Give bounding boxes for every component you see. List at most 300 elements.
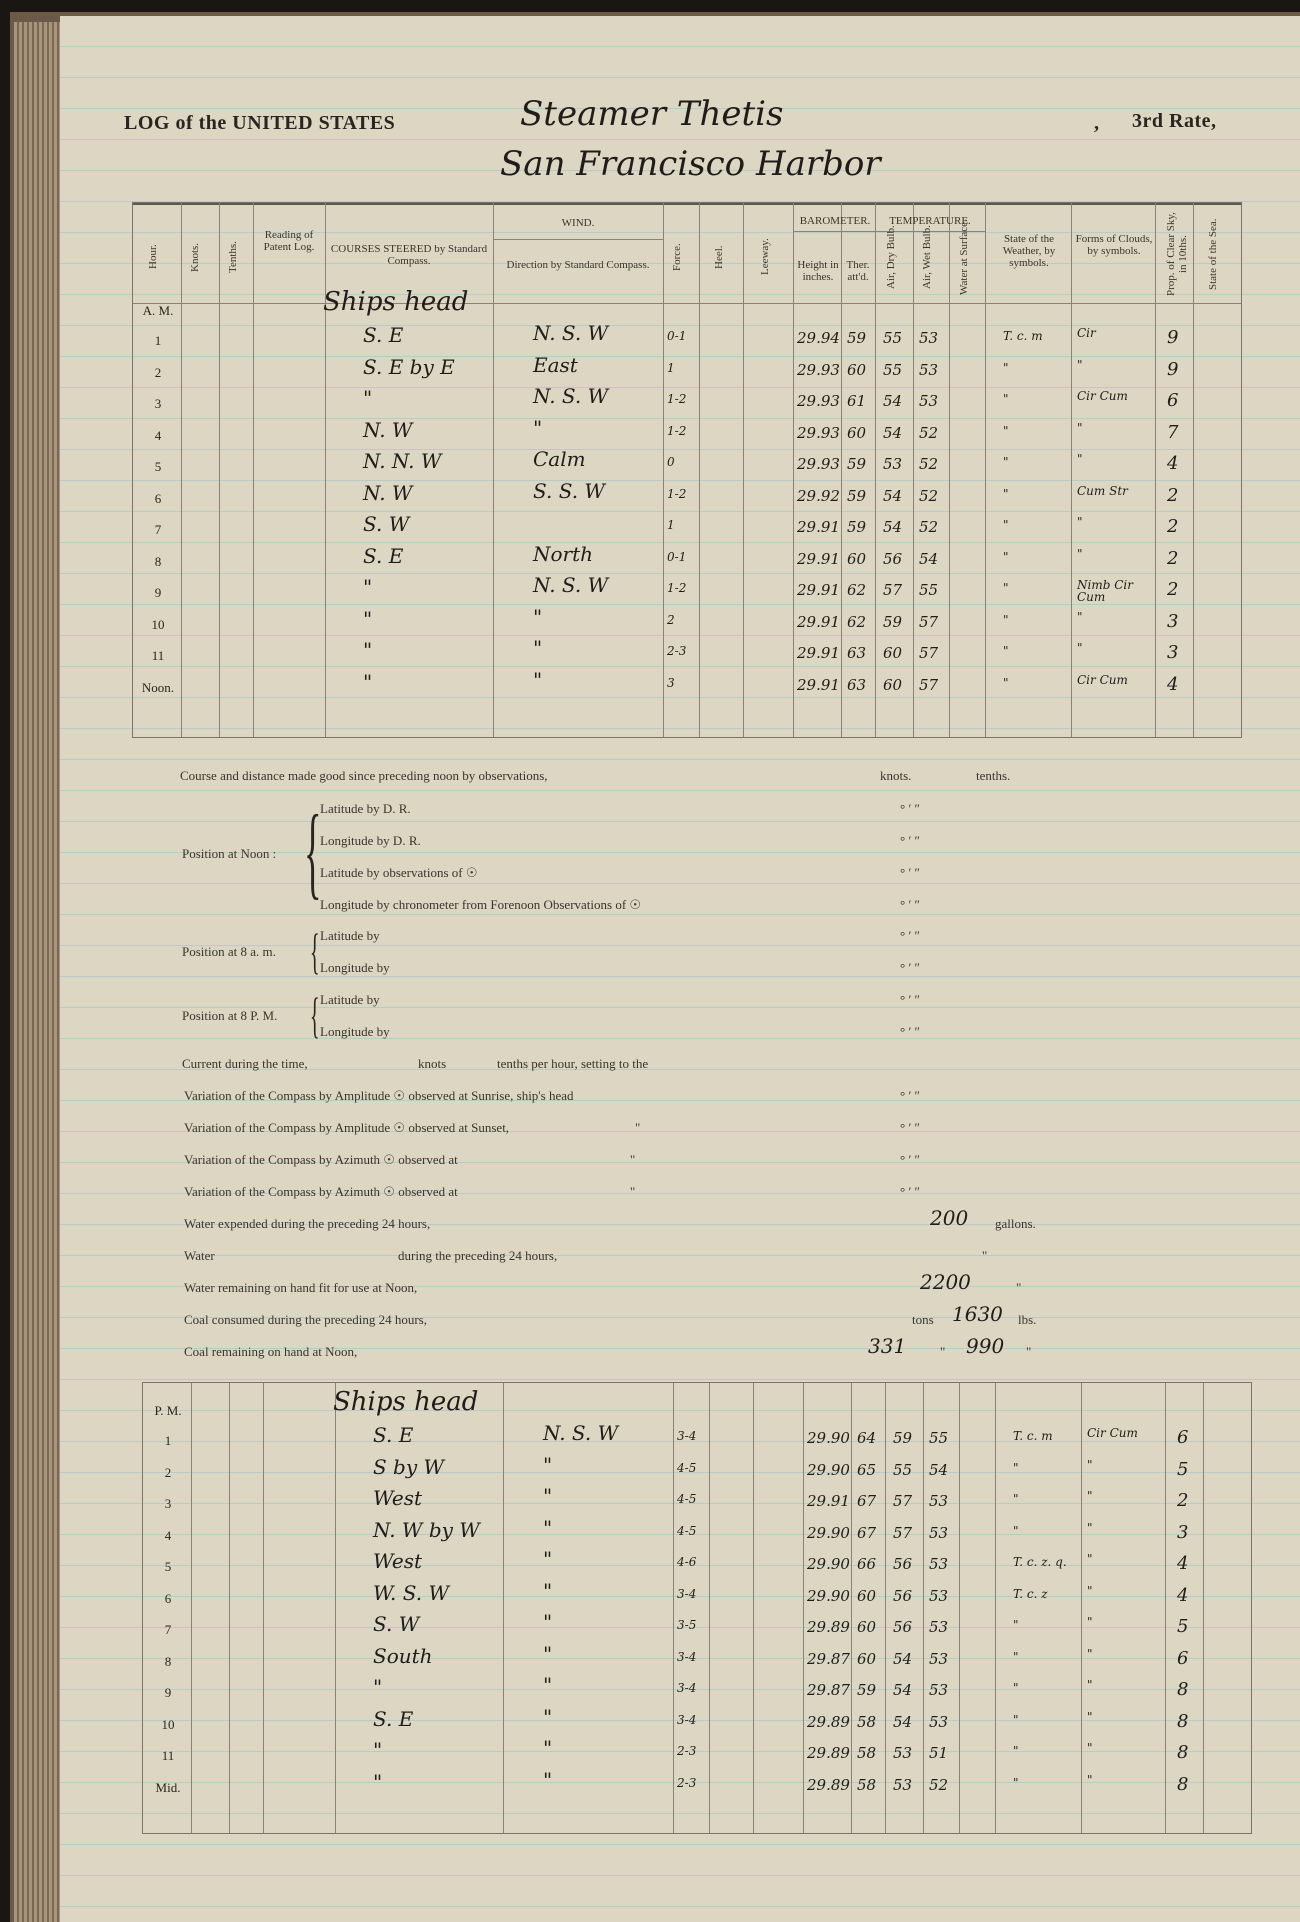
course-cell: S. E by E bbox=[363, 354, 455, 379]
clear-sky-cell: 8 bbox=[1177, 1710, 1189, 1732]
hour-cell: 3 bbox=[164, 1496, 172, 1511]
column-divider bbox=[841, 203, 842, 737]
clear-sky-cell: 3 bbox=[1167, 610, 1179, 632]
wind-cell: N. S. W bbox=[533, 321, 609, 345]
clouds-cell: " bbox=[1077, 641, 1083, 655]
wind-cell: " bbox=[543, 1515, 553, 1540]
course-cell: " bbox=[363, 606, 373, 631]
dms-marks: ° ′ ″ bbox=[900, 1152, 920, 1167]
barometer-cell: 29.90 bbox=[807, 1523, 850, 1542]
column-divider bbox=[923, 1383, 924, 1833]
sea-header: State of the Sea. bbox=[1207, 218, 1219, 290]
clouds-cell: " bbox=[1077, 515, 1083, 529]
course-cell: N. W by W bbox=[373, 1517, 480, 1542]
patent-log-header: Reading of Patent Log. bbox=[263, 229, 315, 253]
dry-bulb-cell: 56 bbox=[893, 1618, 913, 1636]
column-divider bbox=[229, 1383, 230, 1833]
column-divider bbox=[793, 203, 794, 737]
clear-sky-cell: 8 bbox=[1177, 1773, 1189, 1795]
ther-cell: 58 bbox=[857, 1775, 877, 1794]
ditto-coal: " bbox=[940, 1344, 946, 1359]
hour-cell: Mid. bbox=[155, 1779, 181, 1795]
column-divider bbox=[1165, 1383, 1166, 1833]
barometer-cell: 29.90 bbox=[807, 1555, 850, 1573]
ther-cell: 59 bbox=[847, 518, 867, 536]
dry-bulb-cell: 60 bbox=[883, 675, 903, 694]
column-divider bbox=[949, 203, 950, 737]
wind-cell: N. S. W bbox=[533, 573, 609, 597]
wind-cell: " bbox=[543, 1484, 553, 1508]
period-label: P. M. bbox=[154, 1403, 182, 1418]
wind-cell: S. S. W bbox=[533, 478, 605, 503]
clear-sky-cell: 2 bbox=[1167, 579, 1179, 600]
dry-bulb-cell: 53 bbox=[893, 1744, 913, 1762]
clouds-cell: " bbox=[1087, 1457, 1093, 1472]
hour-cell: 6 bbox=[164, 1590, 172, 1606]
ditto-water: " bbox=[982, 1248, 988, 1263]
brace-8pm: { bbox=[310, 987, 320, 1043]
ther-cell: 59 bbox=[847, 455, 867, 473]
clouds-cell: Cir bbox=[1077, 326, 1096, 340]
hour-cell: 5 bbox=[154, 459, 162, 474]
clear-sky-cell: 3 bbox=[1177, 1521, 1189, 1543]
column-divider bbox=[709, 1383, 710, 1833]
variation-2: Variation of the Compass by Amplitude ☉ observed at Sunset, bbox=[184, 1120, 510, 1135]
clouds-cell: " bbox=[1087, 1615, 1093, 1629]
lbs-label: lbs. bbox=[1018, 1312, 1037, 1327]
tenths-label: tenths. bbox=[976, 768, 1011, 783]
column-divider bbox=[1081, 1383, 1082, 1833]
clear-sky-cell: 6 bbox=[1167, 390, 1179, 411]
wind-cell: " bbox=[543, 1641, 553, 1666]
force-cell: 4-6 bbox=[677, 1555, 697, 1569]
water-surface-header: Water at Surface. bbox=[958, 219, 970, 295]
clear-sky-cell: 6 bbox=[1177, 1647, 1189, 1669]
course-cell: N. N. W bbox=[363, 449, 442, 473]
hour-cell: 3 bbox=[154, 396, 162, 411]
ther-cell: 65 bbox=[857, 1460, 877, 1479]
column-divider bbox=[885, 1383, 886, 1833]
water-expended: Water expended during the preceding 24 hours, bbox=[184, 1216, 431, 1231]
coal-consumed: Coal consumed during the preceding 24 hours, bbox=[184, 1312, 427, 1327]
course-cell: West bbox=[373, 1549, 423, 1573]
wet-bulb-cell: 54 bbox=[929, 1460, 949, 1479]
column-divider bbox=[1193, 203, 1194, 737]
column-divider bbox=[253, 203, 254, 737]
course-cell: S. E bbox=[363, 323, 404, 347]
course-cell: S. E bbox=[373, 1706, 414, 1731]
dry-bulb-cell: 54 bbox=[893, 1681, 913, 1699]
dms-marks: ° ′ ″ bbox=[900, 928, 920, 943]
ther-cell: 63 bbox=[847, 644, 867, 662]
clear-sky-cell: 8 bbox=[1177, 1679, 1189, 1700]
tons-label: tons bbox=[912, 1312, 934, 1327]
barometer-header: BAROMETER. bbox=[799, 215, 871, 227]
dry-bulb-cell: 54 bbox=[893, 1712, 913, 1731]
hour-cell: 7 bbox=[154, 522, 162, 537]
clouds-cell: " bbox=[1087, 1583, 1093, 1598]
dry-bulb-cell: 57 bbox=[893, 1492, 913, 1510]
rate-label: 3rd Rate, bbox=[1132, 110, 1217, 132]
weather-cell: T. c. m bbox=[1003, 329, 1043, 343]
clouds-cell: Cir Cum bbox=[1077, 672, 1128, 687]
force-cell: 3 bbox=[667, 675, 675, 690]
dry-bulb-cell: 59 bbox=[883, 612, 903, 631]
wind-cell: N. S. W bbox=[543, 1421, 619, 1445]
force-cell: 1 bbox=[667, 518, 675, 532]
course-cell: West bbox=[373, 1486, 423, 1510]
clear-sky-cell: 3 bbox=[1167, 642, 1179, 663]
clouds-cell: " bbox=[1087, 1489, 1093, 1503]
air-dry-header: Air, Dry Bulb. bbox=[885, 225, 897, 289]
current-tenths: tenths per hour, setting to the bbox=[497, 1056, 649, 1071]
clear-sky-cell: 4 bbox=[1177, 1584, 1189, 1606]
course-cell: " bbox=[373, 1738, 383, 1762]
weather-cell: " bbox=[1003, 612, 1009, 627]
clouds-cell: " bbox=[1077, 357, 1083, 372]
height-header: Height in inches. bbox=[797, 259, 839, 283]
gallons-label: gallons. bbox=[995, 1216, 1036, 1231]
clouds-header: Forms of Clouds, by symbols. bbox=[1075, 233, 1153, 257]
vessel-name: Steamer Thetis bbox=[520, 94, 784, 134]
force-cell: 3-4 bbox=[677, 1586, 697, 1601]
lat-dr: Latitude by D. R. bbox=[320, 801, 411, 816]
ther-cell: 64 bbox=[857, 1429, 877, 1447]
clear-sky-cell: 6 bbox=[1177, 1427, 1189, 1448]
dry-bulb-cell: 60 bbox=[883, 644, 903, 662]
hour-cell: 8 bbox=[164, 1653, 172, 1669]
coal-remaining-tons: 331 bbox=[868, 1334, 907, 1358]
dry-bulb-cell: 55 bbox=[883, 360, 903, 379]
weather-cell: " bbox=[1013, 1712, 1019, 1727]
course-cell: " bbox=[373, 1675, 383, 1699]
weather-cell: " bbox=[1003, 486, 1009, 501]
weather-cell: T. c. z. q. bbox=[1013, 1555, 1067, 1569]
ships-head-label: Ships head bbox=[333, 1387, 479, 1417]
course-cell: S. E bbox=[363, 543, 404, 568]
dms-marks: ° ′ ″ bbox=[900, 897, 920, 912]
hour-cell: 10 bbox=[151, 616, 165, 632]
weather-cell: " bbox=[1003, 360, 1009, 375]
column-divider bbox=[325, 203, 326, 737]
clear-sky-cell: 7 bbox=[1167, 421, 1179, 443]
weather-cell: " bbox=[1003, 423, 1009, 438]
ther-cell: 59 bbox=[857, 1681, 877, 1699]
knots-header: Knots. bbox=[189, 242, 201, 272]
ther-cell: 60 bbox=[847, 423, 867, 442]
dms-marks: ° ′ ″ bbox=[900, 1088, 920, 1103]
wet-bulb-cell: 52 bbox=[919, 518, 939, 536]
weather-cell: " bbox=[1003, 518, 1009, 532]
column-divider bbox=[753, 1383, 754, 1833]
dry-bulb-cell: 54 bbox=[893, 1649, 913, 1668]
ther-cell: 60 bbox=[847, 549, 867, 568]
weather-cell: " bbox=[1003, 675, 1009, 690]
force-cell: 4-5 bbox=[677, 1492, 697, 1506]
hour-cell: 9 bbox=[164, 1685, 172, 1700]
weather-cell: " bbox=[1013, 1744, 1019, 1758]
wet-bulb-cell: 57 bbox=[919, 675, 939, 694]
ther-cell: 59 bbox=[847, 329, 867, 347]
wet-bulb-cell: 55 bbox=[929, 1429, 949, 1447]
water-expended-value: 200 bbox=[930, 1206, 969, 1230]
lat-8pm: Latitude by bbox=[320, 992, 380, 1007]
heel-header: Heel. bbox=[713, 245, 725, 269]
barometer-cell: 29.87 bbox=[807, 1681, 850, 1699]
wind-cell: " bbox=[543, 1704, 553, 1729]
clouds-cell: Cir Cum bbox=[1077, 389, 1128, 403]
brace-noon: { bbox=[304, 794, 322, 909]
clear-sky-header: Prop. of Clear Sky, in 10ths. bbox=[1165, 212, 1189, 296]
wet-bulb-cell: 53 bbox=[929, 1555, 949, 1573]
barometer-cell: 29.93 bbox=[797, 423, 840, 442]
wet-bulb-cell: 52 bbox=[929, 1775, 949, 1794]
course-cell: S. E bbox=[373, 1423, 414, 1447]
dry-bulb-cell: 55 bbox=[893, 1460, 913, 1479]
dms-marks: ° ′ ″ bbox=[900, 801, 920, 816]
ther-cell: 60 bbox=[857, 1586, 877, 1605]
temperature-header: TEMPERATURE. bbox=[889, 215, 971, 227]
ditto-2: " bbox=[635, 1120, 641, 1135]
wet-bulb-cell: 52 bbox=[919, 486, 939, 505]
position-8pm-label: Position at 8 P. M. bbox=[182, 1008, 278, 1023]
ditto-3: " bbox=[630, 1152, 636, 1167]
coal-remaining: Coal remaining on hand at Noon, bbox=[184, 1344, 358, 1359]
barometer-cell: 29.90 bbox=[807, 1460, 850, 1479]
hour-cell: 10 bbox=[161, 1716, 175, 1732]
column-divider bbox=[1203, 1383, 1204, 1833]
clouds-cell: " bbox=[1087, 1772, 1093, 1787]
column-divider bbox=[913, 203, 914, 737]
wet-bulb-cell: 53 bbox=[929, 1492, 949, 1510]
ther-cell: 58 bbox=[857, 1712, 877, 1731]
barometer-cell: 29.89 bbox=[807, 1618, 850, 1636]
hour-cell: 11 bbox=[161, 1748, 175, 1763]
wind-cell: " bbox=[533, 636, 543, 660]
barometer-cell: 29.89 bbox=[807, 1744, 850, 1762]
force-cell: 1-2 bbox=[667, 423, 687, 438]
barometer-cell: 29.91 bbox=[797, 518, 840, 536]
force-cell: 2-3 bbox=[677, 1744, 697, 1758]
ther-header: Ther. att'd. bbox=[846, 259, 870, 283]
wind-cell: East bbox=[533, 352, 578, 377]
course-cell: S. W bbox=[363, 512, 410, 536]
force-header: Force. bbox=[671, 243, 683, 271]
hour-cell: 4 bbox=[154, 427, 162, 443]
force-cell: 4-5 bbox=[677, 1460, 697, 1475]
position-8am-label: Position at 8 a. m. bbox=[182, 944, 276, 959]
wet-bulb-cell: 52 bbox=[919, 455, 939, 473]
hour-cell: Noon. bbox=[141, 679, 175, 695]
weather-cell: " bbox=[1013, 1649, 1019, 1664]
course-cell: N. W bbox=[363, 480, 413, 505]
hour-cell: 2 bbox=[154, 364, 162, 380]
wind-cell: " bbox=[543, 1767, 553, 1792]
column-divider bbox=[493, 203, 494, 737]
water-remaining: Water remaining on hand fit for use at Noon, bbox=[184, 1280, 418, 1295]
tenths-header: Tenths. bbox=[227, 241, 239, 273]
clear-sky-cell: 5 bbox=[1177, 1616, 1189, 1637]
wet-bulb-cell: 53 bbox=[919, 329, 939, 347]
column-divider bbox=[995, 1383, 996, 1833]
variation-3: Variation of the Compass by Azimuth ☉ observed at bbox=[184, 1152, 458, 1167]
column-divider bbox=[335, 1383, 336, 1833]
dry-bulb-cell: 54 bbox=[883, 486, 903, 505]
barometer-cell: 29.91 bbox=[797, 612, 840, 631]
knots-label: knots. bbox=[880, 768, 912, 783]
wind-cell: " bbox=[543, 1547, 553, 1571]
course-cell: " bbox=[363, 638, 373, 662]
clear-sky-cell: 9 bbox=[1167, 358, 1179, 380]
clear-sky-cell: 2 bbox=[1167, 547, 1179, 569]
wet-bulb-cell: 53 bbox=[929, 1586, 949, 1605]
force-cell: 0-1 bbox=[667, 329, 687, 343]
barometer-cell: 29.91 bbox=[797, 581, 840, 599]
force-cell: 3-4 bbox=[677, 1429, 697, 1443]
clouds-cell: " bbox=[1087, 1741, 1093, 1755]
clear-sky-cell: 4 bbox=[1167, 453, 1179, 474]
ships-head-label: Ships head bbox=[323, 287, 469, 317]
wet-bulb-cell: 53 bbox=[929, 1523, 949, 1542]
air-wet-header: Air, Wet Bulb. bbox=[921, 225, 933, 289]
hour-cell: 1 bbox=[164, 1433, 172, 1448]
dry-bulb-cell: 54 bbox=[883, 392, 903, 410]
wind-direction-header: Direction by Standard Compass. bbox=[506, 259, 650, 271]
wind-cell: " bbox=[543, 1452, 553, 1477]
force-cell: 3-4 bbox=[677, 1649, 697, 1664]
column-divider bbox=[875, 203, 876, 737]
weather-cell: " bbox=[1003, 644, 1009, 658]
column-divider bbox=[803, 1383, 804, 1833]
weather-header: State of the Weather, by symbols. bbox=[1002, 233, 1056, 269]
column-divider bbox=[263, 1383, 264, 1833]
column-divider bbox=[1071, 203, 1072, 737]
clouds-cell: Cir Cum bbox=[1087, 1426, 1138, 1440]
period-label: A. M. bbox=[142, 303, 174, 318]
barometer-cell: 29.89 bbox=[807, 1712, 850, 1731]
wet-bulb-cell: 55 bbox=[919, 581, 939, 599]
hour-cell: 7 bbox=[164, 1622, 172, 1637]
lat-8am: Latitude by bbox=[320, 928, 380, 943]
ther-cell: 63 bbox=[847, 675, 867, 694]
course-cell: N. W bbox=[363, 417, 413, 442]
weather-cell: " bbox=[1003, 455, 1009, 469]
dry-bulb-cell: 56 bbox=[893, 1555, 913, 1573]
clear-sky-cell: 9 bbox=[1167, 327, 1179, 348]
wind-cell: " bbox=[533, 667, 543, 692]
column-divider bbox=[699, 203, 700, 737]
clouds-cell: " bbox=[1077, 609, 1083, 624]
clear-sky-cell: 4 bbox=[1177, 1553, 1189, 1574]
force-cell: 2-3 bbox=[677, 1775, 697, 1790]
weather-cell: " bbox=[1003, 392, 1009, 406]
wet-bulb-cell: 52 bbox=[919, 423, 939, 442]
wet-bulb-cell: 57 bbox=[919, 644, 939, 662]
column-divider bbox=[743, 203, 744, 737]
wind-cell: " bbox=[543, 1673, 553, 1697]
clouds-cell: Cum Str bbox=[1077, 483, 1128, 498]
dms-marks: ° ′ ″ bbox=[900, 960, 920, 975]
variation-4: Variation of the Compass by Azimuth ☉ observed at bbox=[184, 1184, 458, 1199]
wet-bulb-cell: 51 bbox=[929, 1744, 949, 1762]
wind-cell: Calm bbox=[533, 447, 586, 471]
weather-cell: " bbox=[1013, 1681, 1019, 1695]
wind-cell: N. S. W bbox=[533, 384, 609, 408]
wet-bulb-cell: 53 bbox=[929, 1712, 949, 1731]
clear-sky-cell: 2 bbox=[1177, 1490, 1189, 1511]
weather-cell: T. c. m bbox=[1013, 1429, 1053, 1443]
log-page bbox=[60, 16, 1300, 1922]
wet-bulb-cell: 53 bbox=[919, 392, 939, 410]
water-remaining-value: 2200 bbox=[920, 1270, 971, 1294]
column-divider bbox=[985, 203, 986, 737]
clouds-cell: " bbox=[1077, 420, 1083, 435]
dms-marks: ° ′ ″ bbox=[900, 992, 920, 1007]
wet-bulb-cell: 53 bbox=[929, 1618, 949, 1636]
current-knots: knots bbox=[418, 1056, 447, 1071]
barometer-cell: 29.91 bbox=[797, 644, 840, 662]
force-cell: 0 bbox=[667, 455, 675, 469]
ther-cell: 59 bbox=[847, 486, 867, 505]
am-log-table bbox=[132, 202, 1242, 738]
barometer-cell: 29.91 bbox=[797, 549, 840, 568]
wet-bulb-cell: 53 bbox=[929, 1649, 949, 1668]
wind-header: WIND. bbox=[561, 217, 595, 229]
clear-sky-cell: 2 bbox=[1167, 484, 1179, 506]
clouds-cell: " bbox=[1087, 1678, 1093, 1692]
clear-sky-cell: 2 bbox=[1167, 516, 1179, 537]
dry-bulb-cell: 53 bbox=[883, 455, 903, 473]
wet-bulb-cell: 57 bbox=[919, 612, 939, 631]
hour-cell: 5 bbox=[164, 1559, 172, 1574]
wind-cell: " bbox=[533, 415, 543, 440]
barometer-cell: 29.89 bbox=[807, 1775, 850, 1794]
ther-cell: 67 bbox=[857, 1492, 877, 1510]
wind-divider bbox=[493, 239, 663, 240]
weather-cell: " bbox=[1013, 1775, 1019, 1790]
dry-bulb-cell: 56 bbox=[893, 1586, 913, 1605]
barometer-cell: 29.87 bbox=[807, 1649, 850, 1668]
dry-bulb-cell: 57 bbox=[883, 581, 903, 599]
clouds-cell: " bbox=[1087, 1646, 1093, 1661]
course-cell: W. S. W bbox=[373, 1580, 450, 1605]
dry-bulb-cell: 59 bbox=[893, 1429, 913, 1447]
barometer-cell: 29.93 bbox=[797, 360, 840, 379]
column-divider bbox=[503, 1383, 504, 1833]
force-cell: 2 bbox=[667, 612, 675, 627]
force-cell: 1 bbox=[667, 360, 675, 375]
hour-cell: 2 bbox=[164, 1464, 172, 1480]
force-cell: 1-2 bbox=[667, 392, 687, 406]
dry-bulb-cell: 55 bbox=[883, 329, 903, 347]
wet-bulb-cell: 53 bbox=[929, 1681, 949, 1699]
dry-bulb-cell: 57 bbox=[893, 1523, 913, 1542]
force-cell: 3-4 bbox=[677, 1712, 697, 1727]
force-cell: 0-1 bbox=[667, 549, 687, 564]
column-divider bbox=[1155, 203, 1156, 737]
course-cell: S. W bbox=[373, 1612, 420, 1636]
coal-consumed-value: 1630 bbox=[952, 1302, 1003, 1326]
weather-cell: " bbox=[1013, 1460, 1019, 1475]
course-line: Course and distance made good since preceding noon by observations, bbox=[180, 768, 548, 783]
ther-cell: 60 bbox=[857, 1618, 877, 1636]
current-label: Current during the time, bbox=[182, 1056, 308, 1071]
dry-bulb-cell: 54 bbox=[883, 423, 903, 442]
wind-cell: North bbox=[533, 541, 594, 566]
ther-cell: 62 bbox=[847, 581, 867, 599]
course-cell: S by W bbox=[373, 1454, 445, 1479]
hour-cell: 6 bbox=[154, 490, 162, 506]
